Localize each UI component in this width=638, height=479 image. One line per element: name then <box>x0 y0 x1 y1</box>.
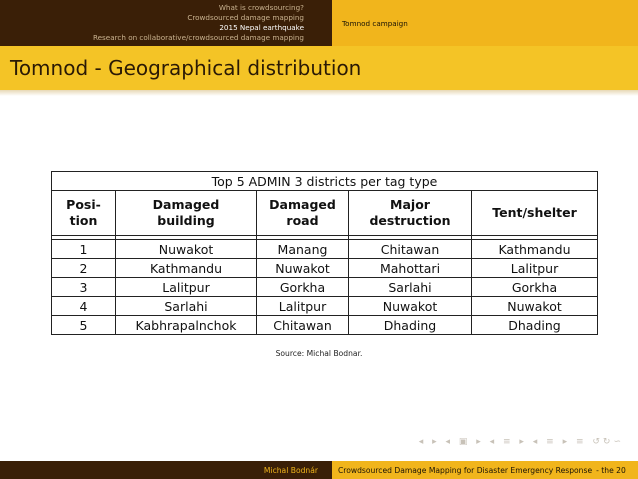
cell-position: 4 <box>52 297 116 316</box>
table-row <box>52 316 598 335</box>
header-position: Posi- tion <box>52 191 116 236</box>
cell-damaged-building: Kabhrapalnchok <box>116 316 257 335</box>
nav-item-damage-mapping[interactable]: Crowdsourced damage mapping <box>187 13 304 22</box>
cell-major-destruction: Nuwakot <box>349 297 472 316</box>
cell-major-destruction: Chitawan <box>349 240 472 259</box>
cell-tent-shelter: Dhading <box>472 316 598 335</box>
title-shadow <box>0 90 638 96</box>
districts-table <box>51 171 597 335</box>
cell-damaged-road: Nuwakot <box>257 259 349 278</box>
header-bar <box>0 0 638 46</box>
cell-tent-shelter: Nuwakot <box>472 297 598 316</box>
section-nav <box>0 0 332 46</box>
table-caption: Top 5 ADMIN 3 districts per tag type <box>52 172 598 191</box>
source-note: Source: Michal Bodnar. <box>275 349 363 358</box>
subsection-tomnod[interactable]: Tomnod campaign <box>342 18 408 28</box>
cell-damaged-road: Chitawan <box>257 316 349 335</box>
cell-major-destruction: Mahottari <box>349 259 472 278</box>
header-damaged-road: Damaged road <box>257 191 349 236</box>
beamer-nav-controls[interactable]: ◂ ▸ ◂ ▣ ▸ ◂ ≡ ▸ ◂ ≡ ▸ ≡ ↺↻∽ <box>418 437 624 447</box>
cell-position: 3 <box>52 278 116 297</box>
table-header-row <box>52 191 598 236</box>
table-caption-row <box>52 172 598 191</box>
data-table <box>51 171 598 335</box>
subsection-nav <box>332 0 638 46</box>
cell-tent-shelter: Kathmandu <box>472 240 598 259</box>
page-title: Tomnod - Geographical distribution <box>10 56 362 80</box>
cell-major-destruction: Dhading <box>349 316 472 335</box>
frame-title-bar <box>0 46 638 90</box>
cell-position: 2 <box>52 259 116 278</box>
page-number: - the 20 <box>596 465 626 475</box>
table-row <box>52 259 598 278</box>
footer-bar <box>0 461 638 479</box>
cell-position: 1 <box>52 240 116 259</box>
cell-major-destruction: Sarlahi <box>349 278 472 297</box>
header-damaged-building: Damaged building <box>116 191 257 236</box>
footer-author <box>0 461 332 479</box>
table-row <box>52 240 598 259</box>
cell-damaged-building: Sarlahi <box>116 297 257 316</box>
header-major-destruction: Major destruction <box>349 191 472 236</box>
nav-item-research[interactable]: Research on collaborative/crowdsourced damage mapping <box>92 33 304 42</box>
cell-damaged-building: Nuwakot <box>116 240 257 259</box>
table-row <box>52 297 598 316</box>
cell-position: 5 <box>52 316 116 335</box>
presentation-title: Crowdsourced Damage Mapping for Disaster Emergency Response <box>338 465 593 475</box>
cell-tent-shelter: Gorkha <box>472 278 598 297</box>
cell-damaged-road: Lalitpur <box>257 297 349 316</box>
cell-damaged-building: Lalitpur <box>116 278 257 297</box>
cell-tent-shelter: Lalitpur <box>472 259 598 278</box>
cell-damaged-road: Gorkha <box>257 278 349 297</box>
nav-item-crowdsourcing[interactable]: What is crowdsourcing? <box>218 3 304 12</box>
cell-damaged-building: Kathmandu <box>116 259 257 278</box>
table-row <box>52 278 598 297</box>
footer-title <box>332 461 638 479</box>
nav-item-nepal-earthquake[interactable]: 2015 Nepal earthquake <box>219 23 304 32</box>
header-tent-shelter: Tent/shelter <box>472 191 598 236</box>
cell-damaged-road: Manang <box>257 240 349 259</box>
author-name: Michal Bodnár <box>263 465 318 475</box>
